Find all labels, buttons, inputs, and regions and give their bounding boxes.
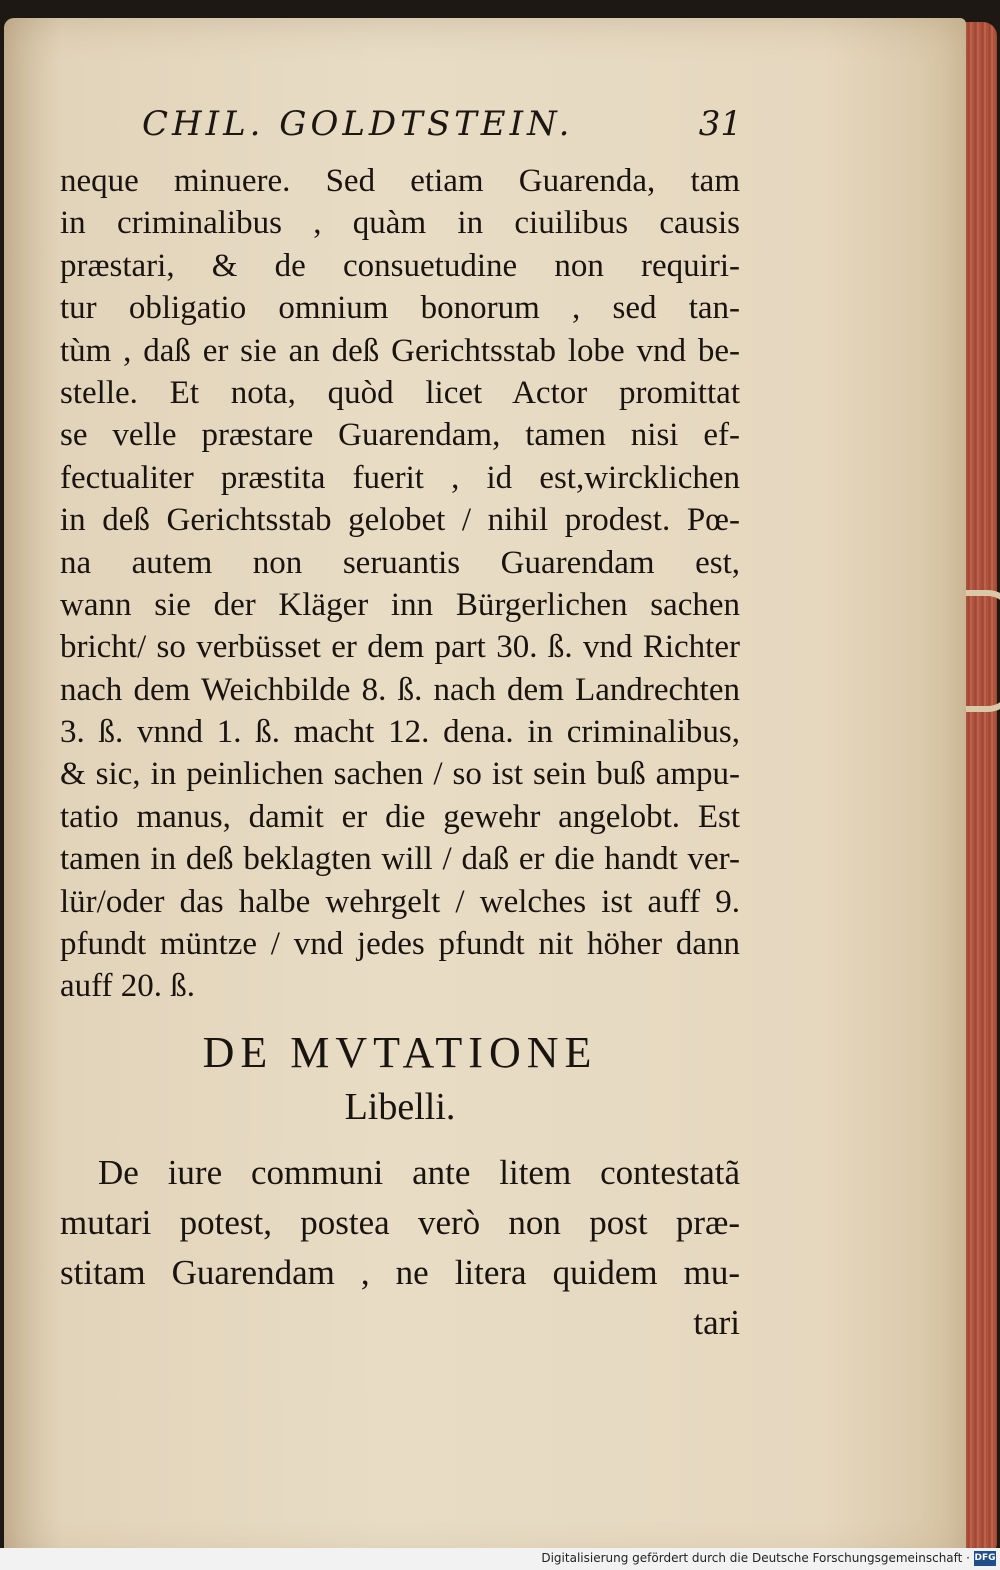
text-line: De iure communi ante litem contestatã — [98, 1153, 740, 1192]
section-heading-subtitle: Libelli. — [344, 1086, 456, 1128]
funding-credit: Digitalisierung gefördert durch die Deutsche Forschungsgemeinschaft · — [541, 1551, 970, 1565]
running-title: CHIL. GOLDTSTEIN. — [142, 104, 574, 144]
text-line: stelle. Et nota, quòd licet Actor promittat — [60, 374, 740, 411]
text-line: bricht/ so verbüsset er dem part 30. ß. vnd Richter — [60, 629, 740, 666]
text-line: pfundt müntze / vnd jedes pfundt nit höher dann — [60, 926, 740, 963]
text-line: 3. ß. vnnd 1. ß. macht 12. dena. in criminalibus, — [60, 714, 740, 751]
text-line: auff 20. ß. — [60, 968, 196, 1005]
text-line: in deß Gerichtsstab gelobet / nihil prodest. Pœ- — [60, 502, 740, 539]
text-line: tamen in deß beklagten will / daß er die handt ver- — [60, 841, 740, 878]
section-heading-title: DE MVTATIONE — [202, 1028, 598, 1077]
text-line: stitam Guarendam , ne litera quidem mu- — [60, 1253, 740, 1292]
section-paragraph — [60, 1148, 740, 1348]
text-line: lür/oder das halbe wehrgelt / welches ist auff 9. — [60, 883, 740, 920]
text-line: neque minuere. Sed etiam Guarenda, tam — [60, 163, 740, 199]
dfg-logo: DFG — [974, 1551, 996, 1566]
text-line: fectualiter præstita fuerit , id est,wircklichen — [60, 459, 740, 496]
section-heading — [60, 1024, 740, 1132]
catchword: tari — [693, 1303, 740, 1342]
text-line: in criminalibus , quàm in ciuilibus causis — [60, 205, 740, 242]
text-line: na autem non seruantis Guarendam est, — [60, 544, 740, 581]
text-line: nach dem Weichbilde 8. ß. nach dem Landrechten — [60, 671, 740, 708]
text-line: præstari, & de consuetudine non requiri- — [60, 247, 740, 284]
text-line: wann sie der Kläger inn Bürgerlichen sachen — [60, 586, 740, 623]
text-line: se velle præstare Guarendam, tamen nisi ef- — [60, 417, 740, 454]
page-number: 31 — [698, 104, 742, 144]
digitization-footer — [0, 1548, 1000, 1570]
text-line: tur obligatio omnium bonorum , sed tan- — [60, 290, 740, 327]
main-paragraph — [60, 160, 740, 1008]
text-line: & sic, in peinlichen sachen / so ist sein buß ampu- — [60, 756, 740, 793]
text-line: tùm , daß er sie an deß Gerichtsstab lobe vnd be- — [60, 332, 740, 369]
text-line: mutari potest, postea verò non post præ- — [60, 1203, 740, 1242]
running-header — [142, 104, 742, 154]
text-line: tatio manus, damit er die gewehr angelobt. Est — [60, 798, 740, 835]
